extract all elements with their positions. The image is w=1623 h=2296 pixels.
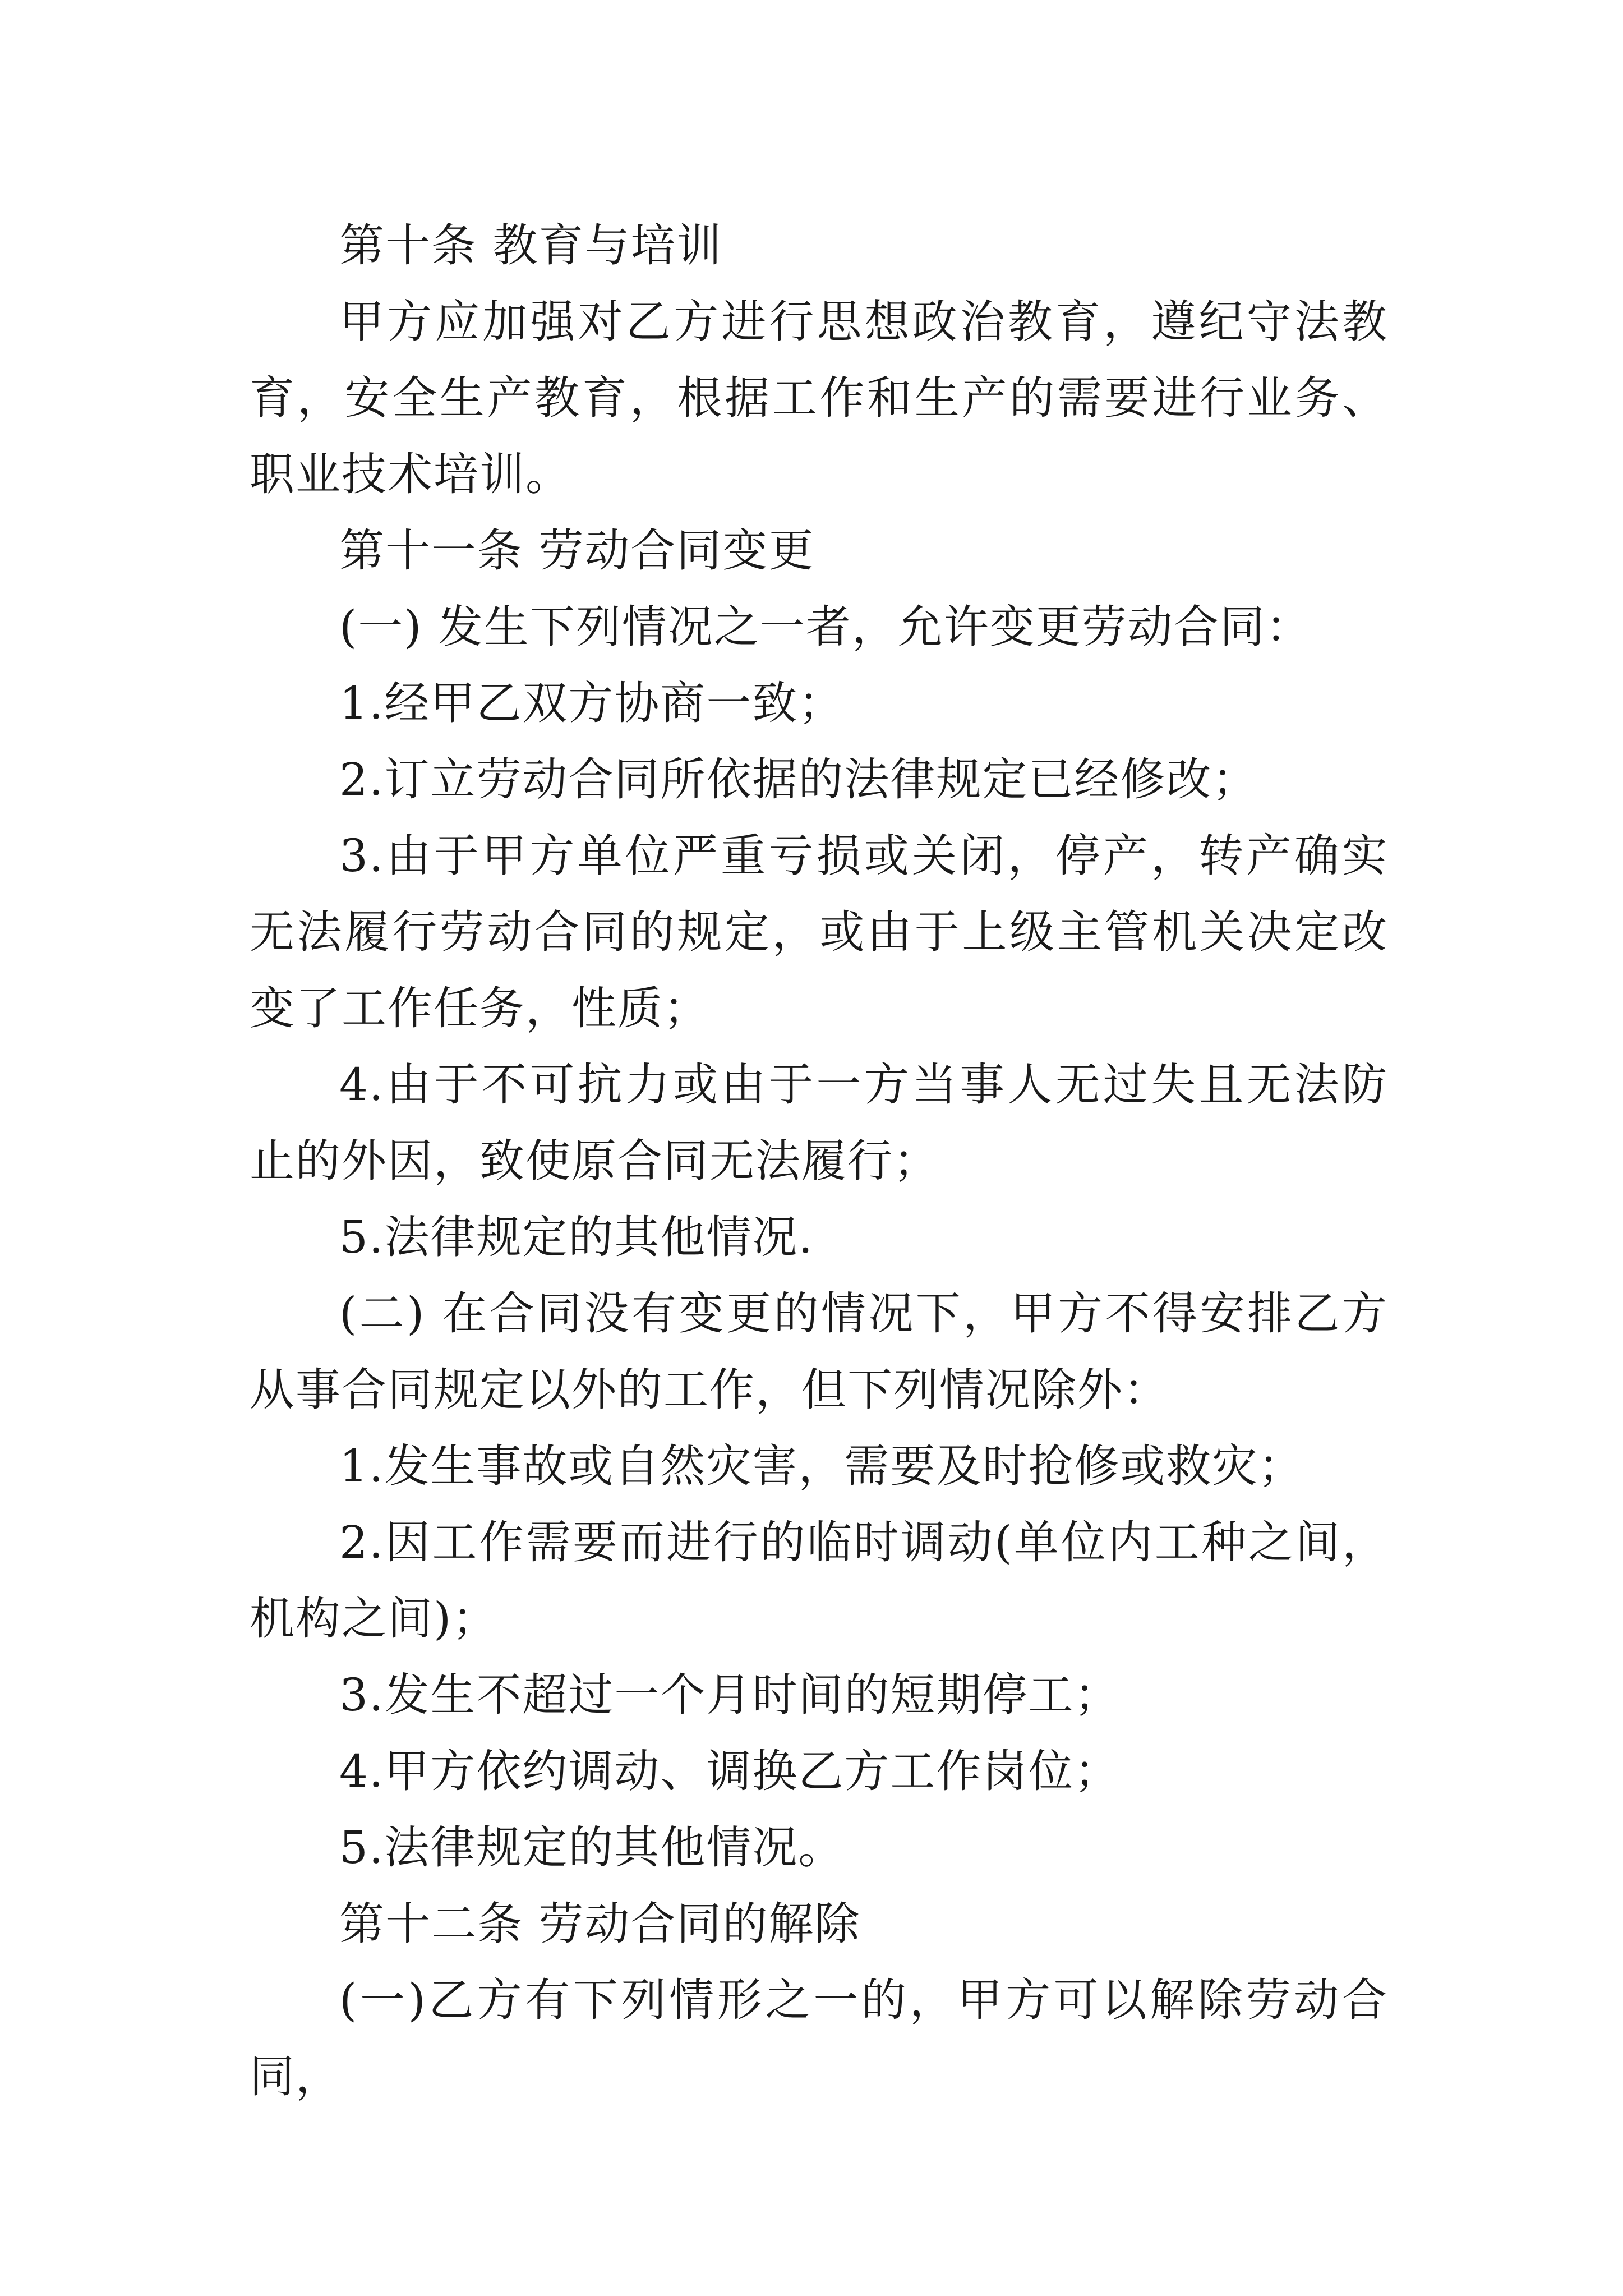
article-11-section-2-item-4: 4.甲方依约调动、调换乙方工作岗位； (339, 1745, 1121, 1797)
article-11-section-1-item-3: 3.由于甲方单位严重亏损或关闭，停产，转产确实无法履行劳动合同的规定，或由于上级主管机关决定改变了工作任务，性质； (250, 830, 1388, 1034)
article-11-section-2-item-2: 2.因工作需要而进行的临时调动(单位内工种之间，机构之间)； (250, 1516, 1388, 1645)
article-12-section-1: (一)乙方有下列情形之一的，甲方可以解除劳动合同， (250, 1974, 1388, 2102)
article-11-section-2: (二) 在合同没有变更的情况下，甲方不得安排乙方从事合同规定以外的工作，但下列情况除外： (250, 1287, 1388, 1416)
document-body (250, 208, 1388, 2115)
article-10-text: 甲方应加强对乙方进行思想政治教育，遵纪守法教育，安全生产教育，根据工作和生产的需要进行业务、职业技术培训。 (250, 296, 1388, 500)
article-11-section-1-item-2: 2.订立劳动合同所依据的法律规定已经修改； (339, 753, 1258, 806)
article-12-heading: 第十二条 劳动合同的解除 (339, 1898, 861, 1950)
article-11-section-1-item-5: 5.法律规定的其他情况. (339, 1211, 814, 1263)
article-11-section-1-item-1: 1.经甲乙双方协商一致； (339, 677, 845, 729)
article-11-heading: 第十一条 劳动合同变更 (339, 524, 815, 577)
article-11-section-1: (一) 发生下列情况之一者，允许变更劳动合同： (339, 601, 1312, 653)
article-11-section-2-item-3: 3.发生不超过一个月时间的短期停工； (339, 1669, 1121, 1721)
article-11-section-2-item-1: 1.发生事故或自然灾害，需要及时抢修或救灾； (339, 1440, 1304, 1492)
article-11-section-1-item-4: 4.由于不可抗力或由于一方当事人无过失且无法防止的外因，致使原合同无法履行； (250, 1059, 1388, 1187)
article-10-heading: 第十条 教育与培训 (339, 219, 723, 272)
article-11-section-2-item-5: 5.法律规定的其他情况。 (339, 1821, 845, 1874)
